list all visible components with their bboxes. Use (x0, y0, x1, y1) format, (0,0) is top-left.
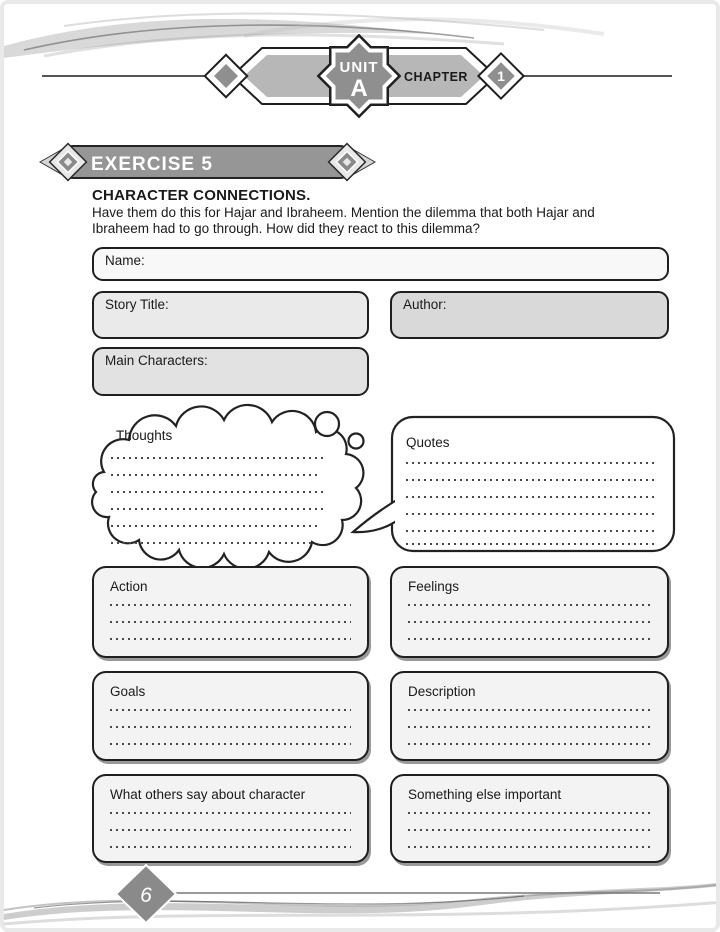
write-line (406, 479, 654, 481)
write-line (408, 709, 651, 711)
quotes-bubble-field[interactable] (349, 409, 679, 559)
goals-field[interactable] (92, 671, 369, 761)
write-line (110, 638, 351, 640)
write-line (110, 621, 351, 623)
thoughts-label: Thoughts (116, 428, 173, 443)
write-line (111, 525, 319, 527)
page-number-diamond (116, 865, 176, 923)
write-line (111, 508, 323, 510)
write-line (110, 726, 351, 728)
worksheet-title: CHARACTER CONNECTIONS. (92, 187, 311, 204)
quotes-label: Quotes (406, 435, 450, 450)
author-field[interactable] (390, 291, 669, 339)
footer-decoration (4, 860, 720, 932)
write-line (111, 491, 325, 493)
unit-value: A (350, 75, 368, 102)
unit-chapter-banner (4, 34, 720, 126)
write-line (408, 846, 651, 848)
write-line (111, 474, 319, 476)
name-field[interactable] (92, 247, 669, 281)
story-title-field-label: Story Title: (105, 297, 169, 312)
write-line (110, 604, 351, 606)
story-title-field[interactable] (92, 291, 369, 339)
main-characters-field[interactable] (92, 347, 369, 396)
write-line (406, 530, 654, 532)
write-line (408, 743, 651, 745)
what-others-say-field[interactable] (92, 774, 369, 863)
exercise-banner-label: EXERCISE 5 (91, 154, 213, 175)
something-else-label: Something else important (408, 787, 562, 802)
speech-bubble-icon (349, 409, 679, 559)
name-field-label: Name: (105, 253, 145, 268)
unit-star-badge (317, 34, 402, 118)
write-line (408, 638, 651, 640)
exercise-banner (34, 141, 384, 185)
worksheet-instructions: Have them do this for Hajar and Ibraheem. Mention the dilemma that both Hajar and Ibraheem had to go through. How did they react to this dilemma? (92, 205, 595, 237)
feelings-label: Feelings (408, 579, 460, 594)
write-line (406, 513, 654, 515)
unit-label: UNIT (339, 59, 379, 76)
write-line (110, 743, 351, 745)
chapter-label: CHAPTER (404, 70, 468, 84)
page-number: 6 (140, 884, 152, 907)
write-line (408, 726, 651, 728)
write-line (110, 709, 351, 711)
action-label: Action (110, 579, 148, 594)
thought-bubble-circle-large (315, 412, 339, 436)
what-others-say-label: What others say about character (110, 787, 306, 802)
write-line (406, 543, 654, 545)
description-field[interactable] (390, 671, 669, 761)
chapter-number: 1 (497, 68, 505, 84)
write-line (408, 604, 651, 606)
write-line (408, 621, 651, 623)
main-characters-field-label: Main Characters: (105, 353, 208, 368)
action-field[interactable] (92, 566, 369, 658)
thoughts-cloud-field[interactable] (84, 402, 384, 572)
author-field-label: Author: (403, 297, 447, 312)
write-line (110, 829, 351, 831)
feelings-field[interactable] (390, 566, 669, 658)
write-line (408, 812, 651, 814)
write-line (406, 462, 654, 464)
write-line (111, 542, 315, 544)
write-line (406, 496, 654, 498)
goals-label: Goals (110, 684, 146, 699)
something-else-field[interactable] (390, 774, 669, 863)
chapter-number-diamond (478, 53, 523, 98)
left-diamond-ornament (205, 55, 247, 97)
write-line (408, 829, 651, 831)
write-line (110, 846, 351, 848)
write-line (110, 812, 351, 814)
write-line (111, 457, 323, 459)
description-label: Description (408, 684, 476, 699)
